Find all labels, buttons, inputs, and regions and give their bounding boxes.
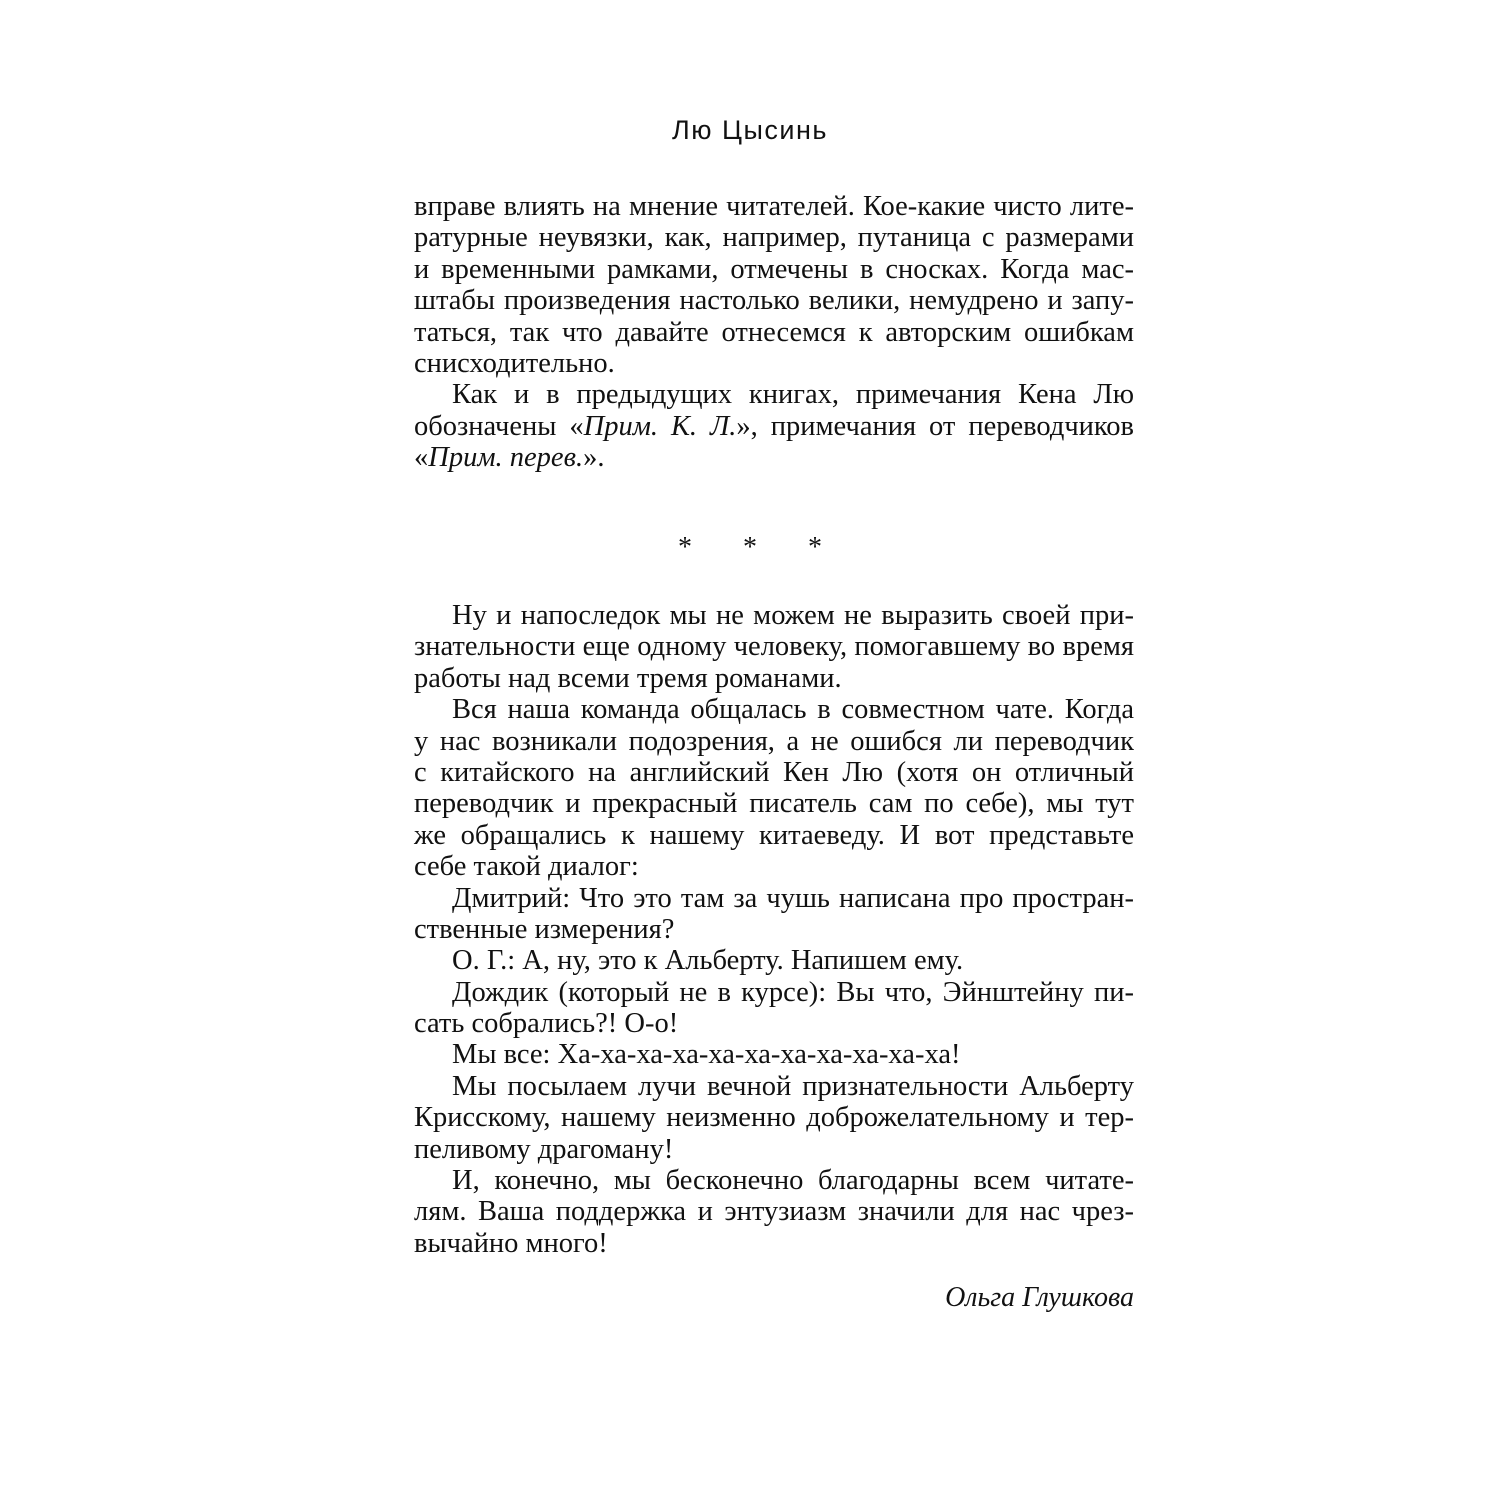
text-line: себе такой диалог: bbox=[414, 851, 639, 883]
italic-note-mark: Прим. К. Л. bbox=[583, 410, 737, 442]
text-line: вычайно много! bbox=[414, 1227, 608, 1259]
text-line: с китайского на английский Кен Лю (хотя он отличный bbox=[414, 756, 1134, 788]
running-head: Лю Цысинь bbox=[672, 115, 828, 145]
text-line: у нас возникали подозрения, а не ошибся ли переводчик bbox=[414, 725, 1134, 757]
text-line: Мы все: Ха-ха-ха-ха-ха-ха-ха-ха-ха-ха-ха! bbox=[452, 1039, 961, 1071]
text-line: Мы посылаем лучи вечной признательности Альберту bbox=[452, 1070, 1134, 1102]
text-line bbox=[414, 442, 1134, 473]
text-line: Ну и напоследок мы не можем не выразить своей при- bbox=[452, 600, 1134, 631]
text-line: вправе влиять на мнение читателей. Кое-какие чисто лите- bbox=[414, 191, 1134, 222]
text-line: Крисскому, нашему неизменно доброжелательному и тер- bbox=[414, 1102, 1134, 1134]
section-1 bbox=[414, 191, 1134, 474]
text-line: О. Г.: А, ну, это к Альберту. Напишем ему. bbox=[452, 945, 964, 977]
text-line: лям. Ваша поддержка и энтузиазм значили для нас чрез- bbox=[414, 1196, 1134, 1228]
italic-note-mark: Прим. перев. bbox=[428, 442, 584, 474]
text-line: же обращались к нашему китаеведу. И вот представьте bbox=[414, 819, 1134, 851]
text-fragment: ». bbox=[583, 442, 605, 474]
text-line: И, конечно, мы бесконечно благодарны всем читате- bbox=[452, 1165, 1134, 1197]
text-line: штабы произведения настолько велики, немудрено и запу- bbox=[414, 285, 1134, 317]
text-line: Дмитрий: Что это там за чушь написана про простран- bbox=[452, 882, 1134, 914]
text-fragment: обозначены « bbox=[414, 410, 584, 442]
text-fragment: « bbox=[414, 442, 429, 474]
text-line: таться, так что давайте отнесемся к авторским ошибкам bbox=[414, 316, 1134, 348]
text-line: работы над всеми тремя романами. bbox=[414, 662, 842, 694]
text-line: пеливому драгоману! bbox=[414, 1133, 674, 1165]
text-line: и временными рамками, отмечены в сносках. Когда мас- bbox=[414, 253, 1134, 285]
section-2 bbox=[414, 600, 1134, 1259]
signature: Ольга Глушкова bbox=[945, 1282, 1134, 1313]
text-line bbox=[414, 411, 1134, 442]
text-line: Как и в предыдущих книгах, примечания Кена Лю bbox=[452, 379, 1134, 411]
text-line: снисходительно. bbox=[414, 347, 615, 379]
text-fragment: », примечания от переводчиков bbox=[736, 410, 1135, 442]
text-line: ратурные неувязки, как, например, путаница с размерами bbox=[414, 222, 1134, 254]
text-line: знательности еще одному человеку, помогавшему во время bbox=[414, 631, 1134, 663]
text-line: ственные измерения? bbox=[414, 913, 675, 945]
text-line: Дождик (который не в курсе): Вы что, Эйнштейну пи- bbox=[452, 976, 1134, 1008]
text-line: переводчик и прекрасный писатель сам по себе), мы тут bbox=[414, 788, 1134, 820]
text-line: сать собрались?! О-о! bbox=[414, 1008, 679, 1040]
text-line: Вся наша команда общалась в совместном чате. Когда bbox=[452, 694, 1134, 726]
section-separator: * * * bbox=[678, 532, 844, 563]
